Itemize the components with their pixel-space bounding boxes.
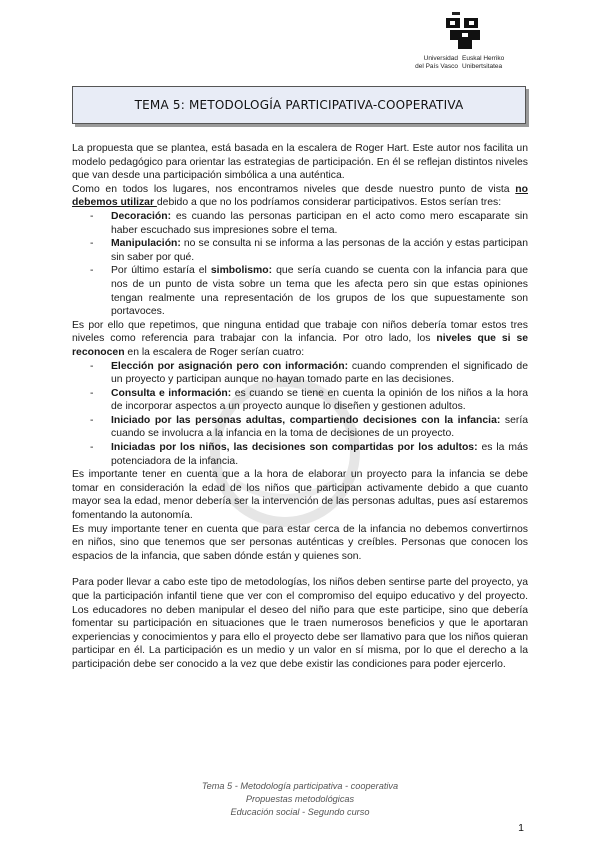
good-levels-list [72,360,528,469]
page-footer [0,780,600,819]
list-item: - Por último estaría el simbolismo: que sería cuando se cuenta con la infancia para que nos de un punto de vista sobre un tema que les afecta pero sin que estas opiniones tengan realmente una representación de los grupos de los que supuestamente son portavoces. [90,264,528,318]
paragraph-authenticity: Es muy importante tener en cuenta que para estar cerca de la infancia no debemos convertirnos en niños, sino que tenemos que ser personas auténticas y creíbles. Personas que conocen los espacios de la infancia, que saben dónde están y quienes son. [72,523,528,562]
paragraph-age: Es importante tener en cuenta que a la hora de elaborar un proyecto para la infancia se debe tomar en consideración la edad de los niños que participan activamente debido a que cuanto mayor sea la edad, menor debería ser la intervención de las personas adultas, pues así estaremos fomentando la autonomía. [72,469,528,522]
university-emblem-icon [444,12,488,50]
paragraph-recognized-levels: Es por ello que repetimos, que ninguna entidad que trabaje con niños debería tomar estos tres niveles como referencia para trabajar con la infancia. Por otro lado, los niveles que si se reconocen en la escalera de Roger serían cuatro: [72,319,529,358]
list-item: - Consulta e información: es cuando se tiene en cuenta la opinión de los niños a la hora de incorporar aspectos a un proyecto aunque lo diseñen y gestionen adultos. [90,387,528,414]
list-item: - Elección por asignación pero con información: cuando comprenden el significado de un proyecto y participan aunque no hayan tomado parte en las decisiones. [90,360,528,387]
paragraph-levels-intro: Como en todos los lugares, nos encontramos niveles que desde nuestro punto de vista no debemos utilizar debido a que no los podríamos considerar participativos. Estos serían tres: [72,183,528,209]
emphasis-no-utilizar: no debemos utilizar [72,183,528,209]
footer-subject: Propuestas metodológicas [245,794,355,804]
footer-course: Educación social - Segundo curso [230,807,370,817]
intro-paragraph: La propuesta que se plantea, está basada en la escalera de Roger Hart. Este autor nos facilita un modelo pedagógico para orientar las estrategias de participación. En él se reflejan distintos niveles que van desde una participación simbólica a una auténtica. [72,143,528,182]
document-body [72,142,528,672]
list-item: - Iniciadas por los niños, las decisiones son compartidas por los adultos: es la más potenciadora de la infancia. [90,441,528,468]
paragraph-methodology: Para poder llevar a cabo este tipo de metodologías, los niños deben sentirse parte del proyecto, ya que la participación infantil tiene que ver con el compromiso del equipo educativo y del proyecto. Los educadores no deben manipular el deseo del niño para que este participe, sino que debería fomentar su participación en situaciones que le traen numerosos beneficios y que le aportaran experiencias y conocimientos y para ello el proyecto debe ser llamativo para que los niños quieran participar en él. La participación es un medio y un valor en sí misma, por lo que el derecho a la participación debe ser conocido a la vez que debe existir las condiciones para poder ejercerlo. [72,577,528,670]
university-name-es: Universidad del País Vasco [415,55,458,70]
list-item: - Iniciado por las personas adultas, compartiendo decisiones con la infancia: sería cuando se involucra a la infancia en la toma de decisiones de un proyecto. [90,414,528,441]
emphasis-niveles: niveles que si se reconocen [72,333,529,358]
footer-topic: Tema 5 - Metodología participativa - cooperativa [201,781,399,791]
university-name-eu: Euskal Herriko Unibertsitatea [462,55,505,70]
list-item: - Manipulación: no se consulta ni se informa a las personas de la acción y estas participan sin saber por qué. [90,237,528,264]
university-logo [400,12,520,74]
page-title: TEMA 5: METODOLOGÍA PARTICIPATIVA-COOPERATIVA [134,98,464,112]
title-box [72,86,526,124]
list-item: - Decoración: es cuando las personas participan en el acto como mero escaparate sin haber escuchado sus impresiones sobre el tema. [90,210,528,237]
page-number: 1 [518,822,524,834]
bad-levels-list [72,210,528,319]
